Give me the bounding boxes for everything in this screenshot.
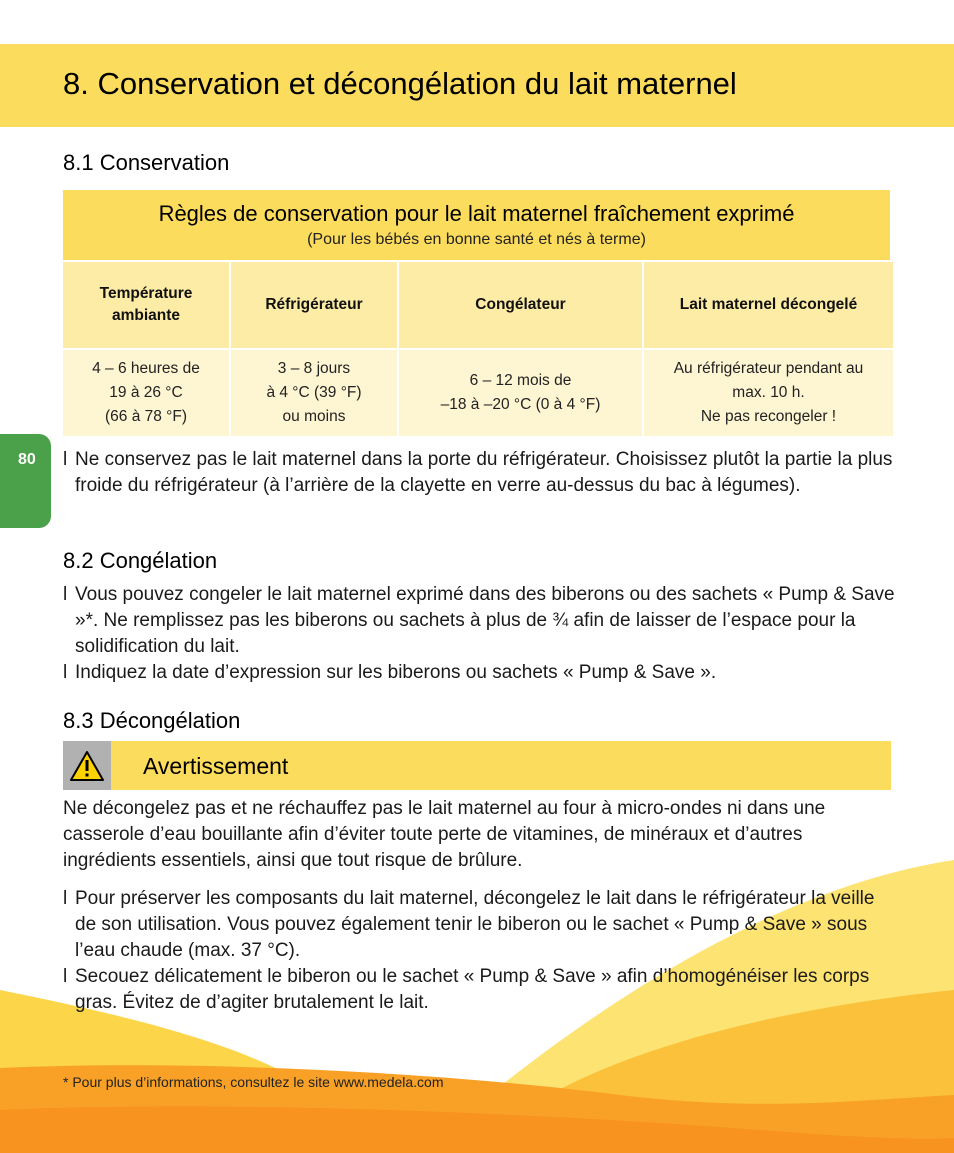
bullet-text: Vous pouvez congeler le lait maternel exprimé dans des biberons ou des sachets « Pump & Save »*. Ne remplissez pas les biberons ou sachets à plus de ¾ afin de laisser de l’espace pour la solidification du lait. [75, 584, 895, 657]
bullet-mark: l [63, 966, 68, 987]
table-cell-refrigerator: 3 – 8 jours à 4 °C (39 °F) ou moins [231, 350, 397, 436]
bullet-mark: l [63, 449, 68, 470]
table-header-thawed-milk: Lait maternel décongelé [644, 262, 893, 348]
warning-text: Ne décongelez pas et ne réchauffez pas le lait maternel au four à micro-ondes ni dans une casserole d’eau bouillante afin d’éviter toute perte de vitamines, de minéraux et d’autres ingrédients essentiels, ainsi que tout risque de brûlure. [63, 798, 826, 871]
table-cell-room-temperature: 4 – 6 heures de 19 à 26 °C (66 à 78 °F) [63, 350, 229, 436]
table-cell-freezer: 6 – 12 mois de –18 à –20 °C (0 à 4 °F) [399, 350, 642, 436]
bullet-mark: l [63, 584, 68, 605]
list-item [63, 582, 898, 660]
section-heading-thawing: 8.3 Décongélation [63, 708, 241, 733]
title-band [0, 44, 954, 127]
table-header-freezer: Congélateur [399, 262, 642, 348]
list-item [63, 660, 898, 686]
footnote: * Pour plus d’informations, consultez le site www.medela.com [63, 1074, 444, 1090]
warning-icon-box [63, 741, 111, 790]
table-subtitle: (Pour les bébés en bonne santé et nés à terme) [307, 231, 646, 248]
page-number: 80 [18, 451, 36, 468]
table-header-refrigerator: Réfrigérateur [231, 262, 397, 348]
list-item [63, 964, 898, 1016]
warning-label: Avertissement [143, 753, 289, 779]
list-item [63, 886, 898, 964]
page-number-tab [0, 434, 51, 528]
section-heading-conservation: 8.1 Conservation [63, 150, 230, 175]
bullet-text: Ne conservez pas le lait maternel dans la porte du réfrigérateur. Choisissez plutôt la partie la plus froide du réfrigérateur (à l’arrière de la clayette en verre au-dessus du bac à légumes). [75, 449, 893, 496]
table-title-block [63, 190, 890, 260]
table-grid [63, 262, 890, 436]
table-title: Règles de conservation pour le lait maternel fraîchement exprimé [158, 201, 795, 226]
bullet-text: Pour préserver les composants du lait maternel, décongelez le lait dans le réfrigérateur la veille de son utilisation. Vous pouvez également tenir le biberon ou le sachet « Pump & Save » sous l’eau chaude (max. 37 °C). [75, 888, 875, 961]
page-title: 8. Conservation et décongélation du lait maternel [63, 66, 737, 101]
warning-triangle-icon [69, 750, 105, 782]
bullet-mark: l [63, 888, 68, 909]
bullet-mark: l [63, 662, 68, 683]
bullet-text: Secouez délicatement le biberon ou le sachet « Pump & Save » afin d’homogénéiser les corps gras. Évitez de d’agiter brutalement le lait. [75, 966, 870, 1013]
warning-banner [63, 741, 891, 790]
table-header-room-temperature: Température ambiante [63, 262, 229, 348]
bullet-text: Indiquez la date d’expression sur les biberons ou sachets « Pump & Save ». [75, 662, 717, 683]
storage-rules-table [63, 190, 890, 436]
list-item [63, 447, 898, 499]
table-cell-thawed-milk: Au réfrigérateur pendant au max. 10 h. Ne pas recongeler ! [644, 350, 893, 436]
section-heading-freezing: 8.2 Congélation [63, 548, 218, 573]
